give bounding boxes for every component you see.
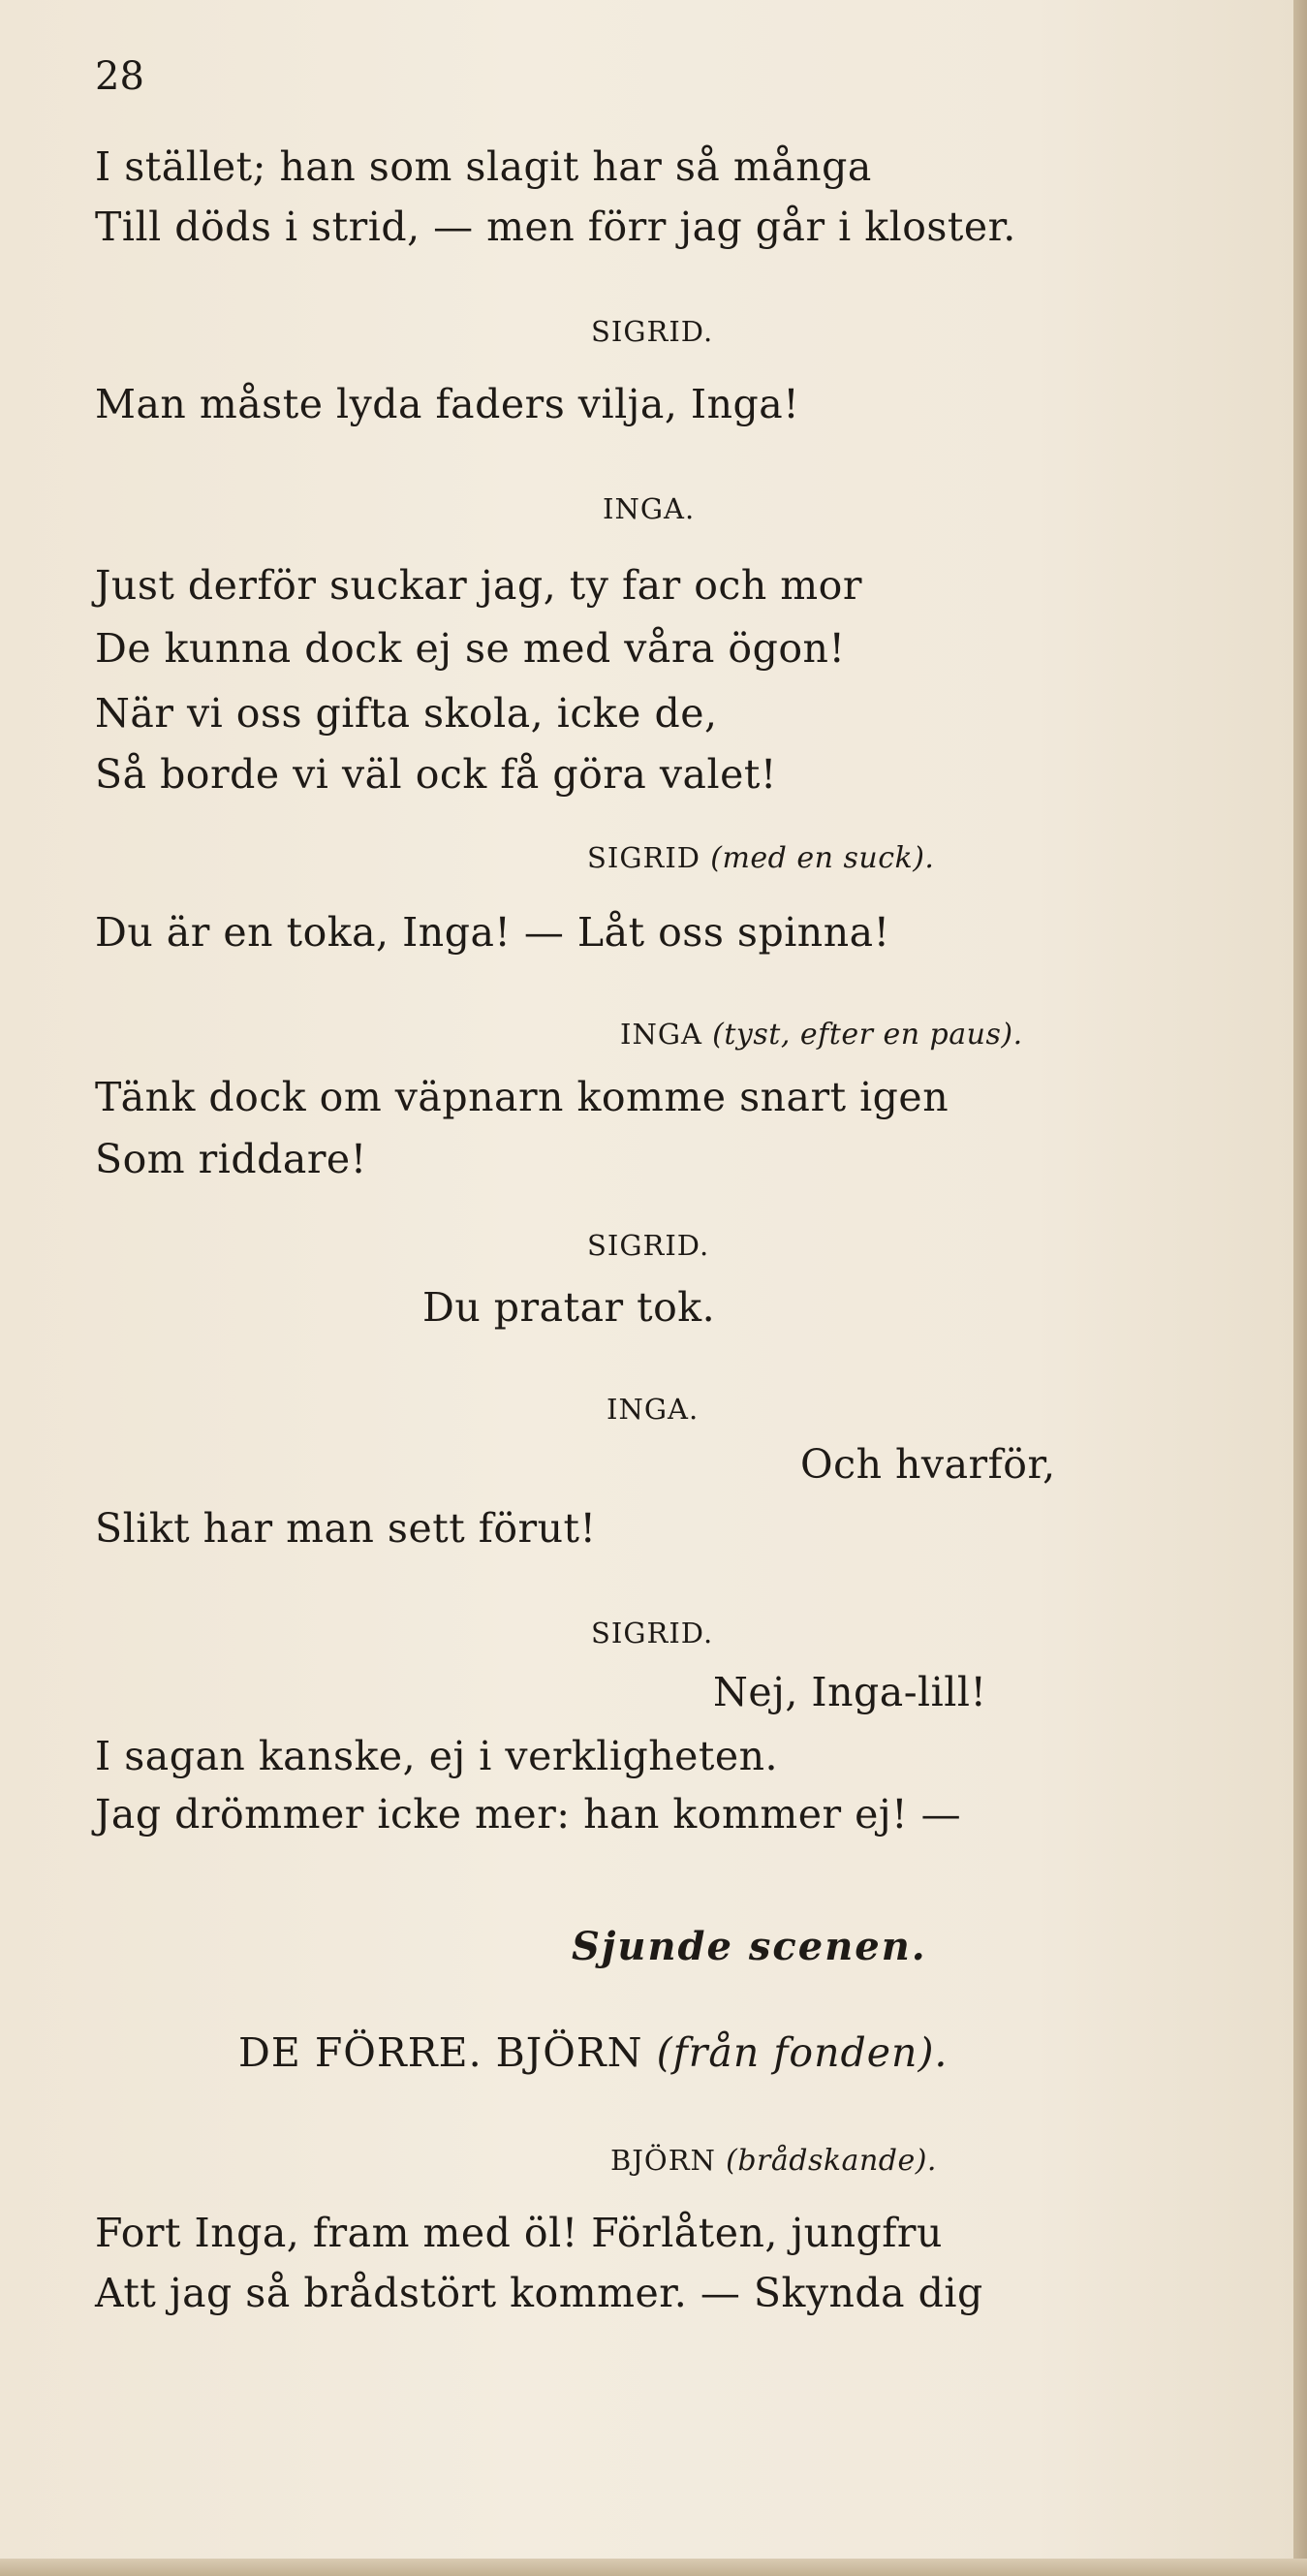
verse-line: Du är en toka, Inga! — Låt oss spinna! [95,909,890,956]
page-edge [0,2559,1307,2576]
verse-line: Fort Inga, fram med öl! Förlåten, jungfru [95,2210,943,2256]
verse-line: Slikt har man sett förut! [95,1505,597,1552]
verse-line: Att jag så brådstört kommer. — Skynda dig [95,2270,983,2316]
verse-line: Nej, Inga-lill! [713,1669,987,1715]
cast-line [238,2029,948,2076]
speaker-label: INGA. [603,492,696,525]
speaker-label: SIGRID. [587,1229,710,1262]
verse-line: Så borde vi väl ock få göra valet! [95,751,777,798]
speaker-name: SIGRID [587,841,701,874]
scene-title: Sjunde scenen. [572,1924,927,1969]
verse-line: Just derför suckar jag, ty far och mor [95,562,862,609]
stage-direction: (brådskande). [726,2144,937,2178]
stage-direction: (från fonden). [656,2029,949,2076]
speaker-label: INGA. [607,1393,700,1426]
speaker-name: INGA [620,1018,702,1051]
verse-line: Man måste lyda faders vilja, Inga! [95,381,800,427]
speaker-label [620,1018,1023,1052]
verse-line: När vi oss gifta skola, icke de, [95,690,718,737]
stage-direction: (tyst, efter en paus). [712,1018,1023,1052]
speaker-label [610,2144,937,2178]
stage-direction: (med en suck). [710,841,935,875]
page-edge [1293,0,1307,2576]
verse-line: Du pratar tok. [422,1284,716,1331]
verse-line: I stället; han som slagit har så många [95,143,872,190]
verse-line: De kunna dock ej se med våra ögon! [95,625,846,672]
verse-line: Och hvarför, [800,1441,1056,1488]
speaker-label: SIGRID. [591,315,714,348]
verse-line: Till döds i strid, — men förr jag går i kloster. [95,204,1016,250]
verse-line: Som riddare! [95,1136,367,1182]
speaker-name: BJÖRN [610,2144,716,2177]
verse-line: Tänk dock om väpnarn komme snart igen [95,1074,949,1120]
page-number: 28 [95,54,144,99]
speaker-label [587,841,934,875]
verse-line: I sagan kanske, ej i verkligheten. [95,1733,779,1779]
cast-names: DE FÖRRE. BJÖRN [238,2029,643,2076]
verse-line: Jag drömmer icke mer: han kommer ej! — [95,1791,962,1838]
speaker-label: SIGRID. [591,1617,714,1649]
